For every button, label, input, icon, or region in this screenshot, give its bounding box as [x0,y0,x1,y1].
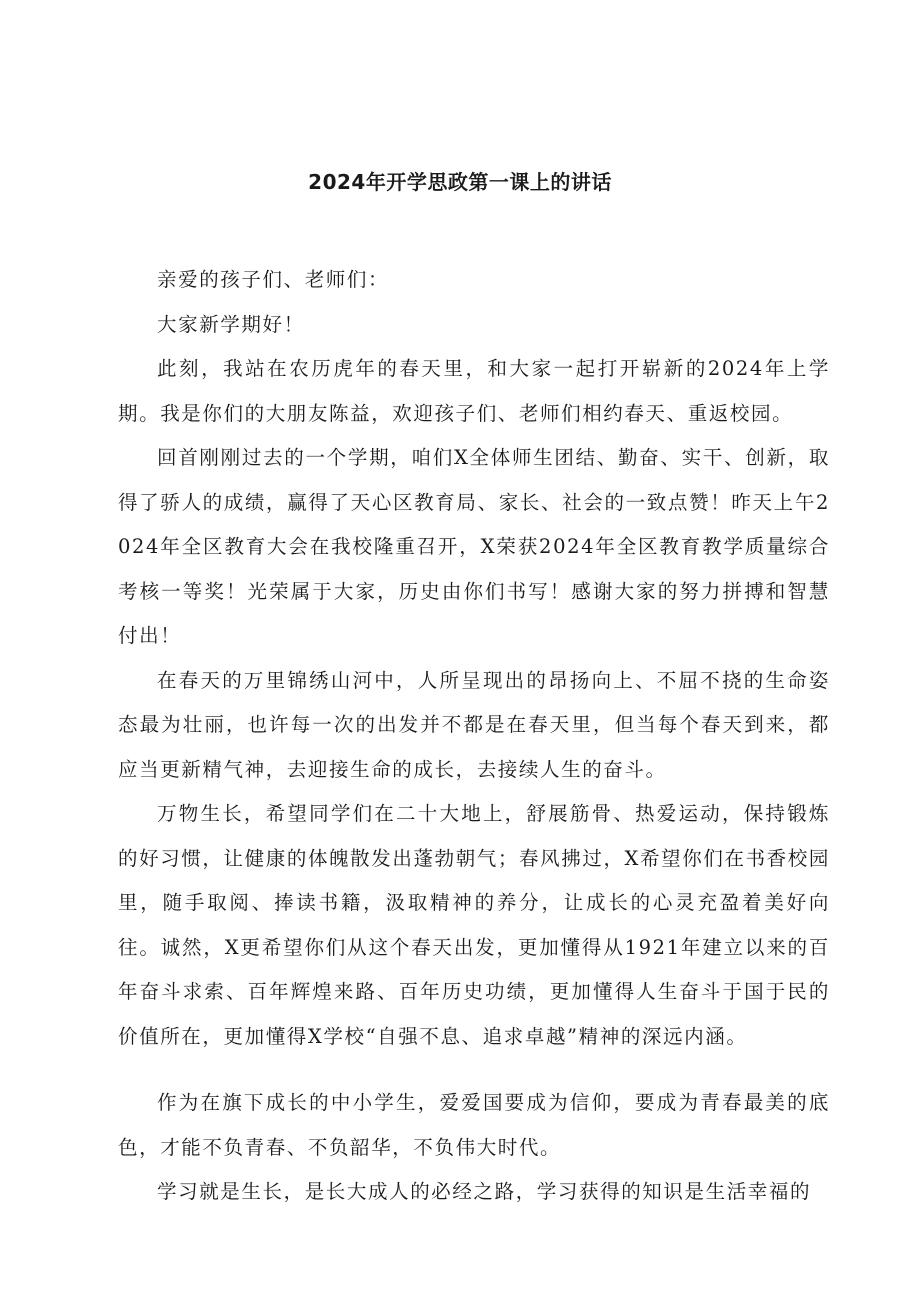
paragraph-learning: 学习就是生长，是长大成人的必经之路，学习获得的知识是生活幸福的 [157,1180,812,1203]
paragraph-patriotism: 作为在旗下成长的中小学生，爱爱国要成为信仰，要成为青春最美的底色，才能不负青春、不负韶华，不负伟大时代。 [118,1091,830,1159]
paragraph-review: 回首刚刚过去的一个学期，咱们X全体师生团结、勤奋、实干、创新，取得了骄人的成绩，赢得了天心区教育局、家长、社会的一致点赞！昨天上午2024年全区教育大会在我校隆重召开，X荣获2024年全区教育教学质量综合考核一等奖！光荣属于大家，历史由你们书写！感谢大家的努力拼搏和智慧付出！ [118,446,830,647]
document-title: 2024年开学思政第一课上的讲话 [308,170,612,194]
greeting: 大家新学期好！ [157,312,305,336]
paragraph-spring: 在春天的万里锦绣山河中，人所呈现出的昂扬向上、不屈不挠的生命姿态最为壮丽，也许每一次的出发并不都是在春天里，但当每个春天到来，都应当更新精气神，去迎接生命的成长，去接续人生的奋斗。 [118,668,830,781]
paragraph-spacer [118,1059,830,1081]
paragraph-hopes: 万物生长，希望同学们在二十大地上，舒展筋骨、热爱运动，保持锻炼的好习惯，让健康的体魄散发出蓬勃朝气；春风拂过，X希望你们在书香校园里，随手取阅、捧读书籍，汲取精神的养分，让成长的心灵充盈着美好向往。诚然，X更希望你们从这个春天出发，更加懂得从1921年建立以来的百年奋斗求索、百年辉煌来路、百年历史功绩，更加懂得人生奋斗于国于民的价值所在，更加懂得X学校“自强不息、追求卓越”精神的深远内涵。 [118,802,830,1048]
document-body [118,258,830,1215]
paragraph-opening: 此刻，我站在农历虎年的春天里，和大家一起打开崭新的2024年上学期。我是你们的大朋友陈益，欢迎孩子们、老师们相约春天、重返校园。 [118,357,830,425]
salutation: 亲爱的孩子们、老师们： [157,268,390,291]
